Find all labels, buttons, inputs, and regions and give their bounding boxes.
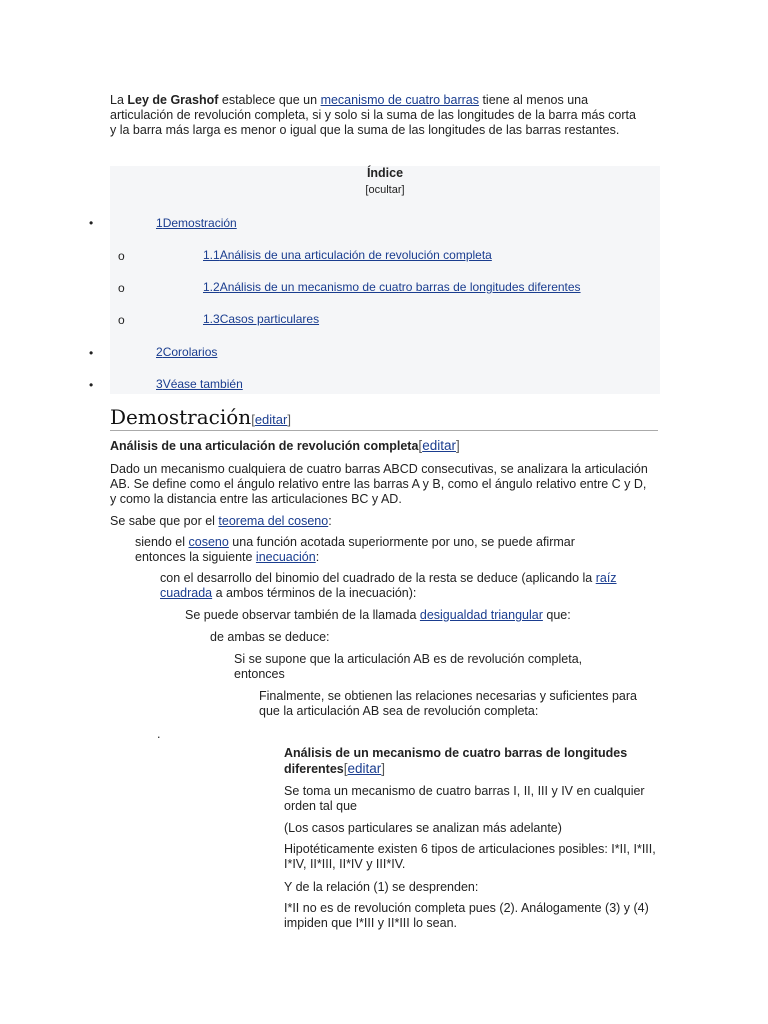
paragraph-cosine-theorem — [110, 514, 655, 529]
law-name: Ley de Grashof — [127, 93, 219, 107]
dot-marker: . — [157, 727, 161, 741]
text: : — [315, 550, 320, 564]
section-heading-demostracion — [110, 405, 658, 431]
bracket: ] — [455, 438, 460, 453]
toc-item-corolarios[interactable] — [156, 345, 217, 359]
toc-label: Casos particulares — [219, 312, 320, 326]
text: con el desarrollo del binomio del cuadrado de la resta se deduce (aplicando la — [160, 571, 596, 585]
intro-suffix: tiene al menos una articulación de revolución completa, si y solo si la suma de las longitudes de la barra más corta y la barra más larga es menor o igual que la suma de las longitudes de las barras restantes. — [110, 93, 636, 137]
subsection-heading-2 — [284, 745, 664, 777]
toc-title: Índice — [366, 166, 404, 180]
intro-mid: establece que un — [218, 93, 321, 107]
heading-text: Análisis de un mecanismo de cuatro barras de longitudes diferentes — [284, 746, 628, 776]
paragraph-particular-cases-note: (Los casos particulares se analizan más adelante) — [284, 821, 562, 835]
toc-item-vease-tambien[interactable] — [156, 377, 243, 391]
paragraph-square-root — [160, 571, 660, 601]
subsection-heading-1 — [110, 438, 670, 453]
edit-section — [344, 761, 385, 776]
text: que: — [542, 608, 571, 622]
bracket: [ — [251, 412, 255, 427]
paragraph-from-relation: Y de la relación (1) se desprenden: — [284, 880, 479, 894]
paragraph-both-deduce: de ambas se deduce: — [210, 630, 330, 644]
toc-label: Análisis de una articulación de revolución completa — [219, 248, 492, 262]
intro-prefix: La — [110, 93, 128, 107]
toc-label: Demostración — [162, 216, 237, 230]
paragraph-cosine-bound — [135, 535, 625, 565]
toc-hide-link[interactable]: ocultar — [368, 184, 402, 196]
text: : — [328, 514, 332, 528]
paragraph-not-full-revolution: I*II no es de revolución completa pues (2). Análogamente (3) y (4) impiden que I*III y II*III lo sean. — [284, 901, 649, 930]
cosine-theorem-link[interactable]: teorema del coseno — [218, 514, 329, 528]
bullet-icon: • — [89, 346, 94, 360]
bullet-icon: • — [89, 216, 94, 230]
paragraph-triangle-inequality — [185, 608, 655, 623]
text: Se sabe que por el — [110, 514, 219, 528]
bracket: [ — [343, 761, 348, 776]
paragraph-suppose-full-revolution: Si se supone que la articulación AB es de revolución completa, entonces — [234, 652, 583, 681]
toc-number: 3 — [156, 377, 163, 391]
edit-link[interactable]: editar — [422, 438, 456, 453]
bracket: ] — [287, 412, 291, 427]
toc-label: Análisis de un mecanismo de cuatro barras de longitudes diferentes — [219, 280, 581, 294]
square-root-link[interactable]: raíz cuadrada — [160, 571, 617, 600]
toc-number: 1.3 — [203, 312, 220, 326]
toc-number: 1 — [156, 216, 163, 230]
circle-bullet-icon: o — [118, 313, 125, 327]
heading-text: Demostración — [110, 405, 252, 429]
four-bar-mechanism-link[interactable]: mecanismo de cuatro barras — [320, 93, 479, 107]
paragraph-final-relations: Finalmente, se obtienen las relaciones necesarias y suficientes para que la articulación AB sea de revolución completa: — [259, 689, 637, 718]
paragraph-four-bars: Se toma un mecanismo de cuatro barras I, II, III y IV en cualquier orden tal que — [284, 784, 645, 813]
bracket: [ — [418, 438, 423, 453]
inequation-link[interactable]: inecuación — [255, 550, 316, 564]
toc-item-demostracion[interactable] — [156, 216, 237, 230]
text: Se puede observar también de la llamada — [185, 608, 420, 622]
bracket: ] — [381, 761, 386, 776]
intro-paragraph — [110, 93, 640, 138]
heading-text: Análisis de una articulación de revolución completa — [110, 439, 419, 453]
bullet-icon: • — [89, 378, 94, 392]
edit-link[interactable]: editar — [347, 761, 382, 776]
text: a ambos términos de la inecuación): — [212, 586, 417, 600]
toc-number: 1.1 — [203, 248, 220, 262]
circle-bullet-icon: o — [118, 249, 125, 263]
edit-link[interactable]: editar — [254, 412, 288, 427]
toc-number: 2 — [156, 345, 163, 359]
cosine-link[interactable]: coseno — [188, 535, 229, 549]
circle-bullet-icon: o — [118, 281, 125, 295]
toc-item-1-3[interactable] — [203, 312, 319, 326]
triangle-inequality-link[interactable]: desigualdad triangular — [419, 608, 543, 622]
paragraph-definition: Dado un mecanismo cualquiera de cuatro barras ABCD consecutivas, se analizara la articulación AB. Se define como el ángulo relativo entre las barras A y B, como el ángulo relativo entre C y D, y como la distancia entre las articulaciones BC y AD. — [110, 462, 648, 506]
text: siendo el — [135, 535, 189, 549]
toc-label: Corolarios — [162, 345, 218, 359]
paragraph-six-joints: Hipotéticamente existen 6 tipos de articulaciones posibles: I*II, I*III, I*IV, II*III, II*IV y III*IV. — [284, 842, 656, 871]
toc-hide-toggle[interactable]: [ocultar] — [365, 184, 405, 196]
toc-number: 1.2 — [203, 280, 220, 294]
toc-item-1-2[interactable] — [203, 280, 581, 294]
edit-section — [251, 412, 291, 427]
text: una función acotada superiormente por uno, se puede afirmar entonces la siguiente — [135, 535, 575, 564]
toc-item-1-1[interactable] — [203, 248, 492, 262]
toc-label: Véase también — [162, 377, 243, 391]
edit-section — [418, 438, 459, 453]
